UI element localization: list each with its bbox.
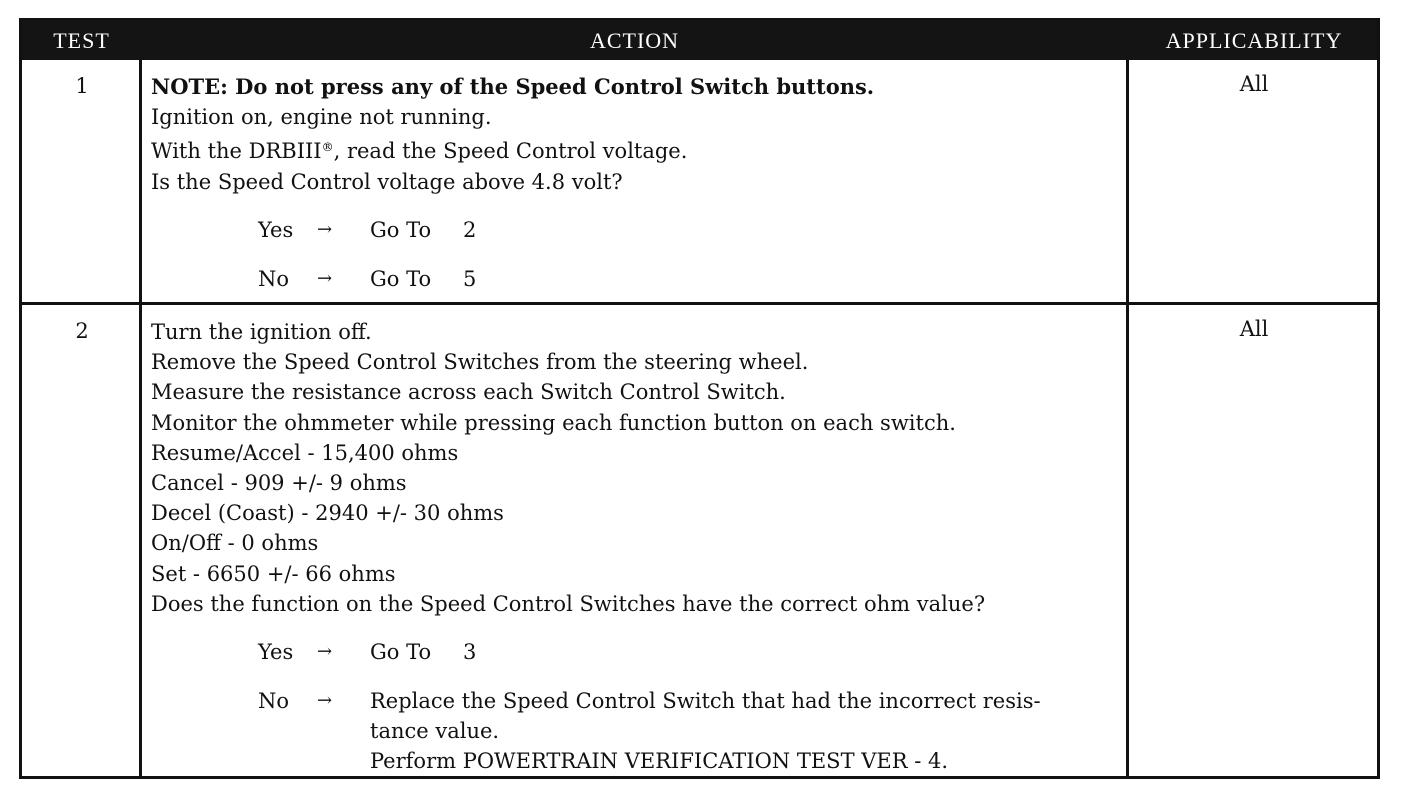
- action-line: Does the function on the Speed Control Switches have the correct ohm value?: [151, 591, 986, 616]
- action-line: Decel (Coast) - 2940 +/- 30 ohms: [151, 501, 504, 526]
- test-number: 2: [75, 319, 89, 343]
- action-line: Measure the resistance across each Switch Control Switch.: [151, 380, 786, 405]
- applicability-value: All: [1239, 317, 1269, 341]
- instruction-line: tance value.: [370, 719, 500, 744]
- goto-text: Go To: [370, 266, 432, 291]
- action-line: Remove the Speed Control Switches from the steering wheel.: [151, 350, 809, 375]
- action-line: Resume/Accel - 15,400 ohms: [151, 440, 459, 465]
- applicability-value: All: [1239, 72, 1269, 96]
- goto-text: Go To: [370, 217, 432, 242]
- branch-label: No: [258, 266, 290, 291]
- action-line: Is the Speed Control voltage above 4.8 volt?: [151, 169, 623, 194]
- arrow-right-icon: →: [317, 641, 333, 663]
- registered-mark: ®: [321, 140, 334, 155]
- branch-yes: [151, 637, 1116, 667]
- action-line: Turn the ignition off.: [151, 320, 372, 344]
- table-header: [22, 21, 1377, 60]
- action-line: [151, 132, 1116, 166]
- action-line: Set - 6650 +/- 66 ohms: [151, 561, 396, 586]
- table-row-test-1: [22, 60, 1377, 300]
- instruction-line: Replace the Speed Control Switch that had the incorrect resis-: [370, 689, 1041, 714]
- branch-yes: [151, 215, 1116, 245]
- action-cell: [151, 72, 1116, 294]
- note-line: NOTE: Do not press any of the Speed Control Switch buttons.: [151, 74, 875, 99]
- instruction-line: Perform POWERTRAIN VERIFICATION TEST VER - 4.: [370, 749, 949, 774]
- table-row-test-2: [22, 302, 1377, 782]
- goto-number: 2: [463, 217, 477, 242]
- branch-instruction: [370, 686, 1120, 777]
- header-applicability: APPLICABILITY: [1165, 28, 1343, 53]
- goto-number: 5: [463, 266, 477, 291]
- branch-label: Yes: [258, 217, 294, 242]
- arrow-right-icon: →: [317, 690, 333, 712]
- action-cell: [151, 317, 1116, 774]
- branch-no: [151, 264, 1116, 294]
- goto-number: 3: [463, 640, 477, 665]
- branch-label: No: [258, 689, 290, 714]
- header-test: TEST: [53, 28, 110, 53]
- branch-label: Yes: [258, 640, 294, 665]
- action-line: On/Off - 0 ohms: [151, 531, 319, 556]
- header-action: ACTION: [589, 28, 680, 53]
- arrow-right-icon: →: [317, 267, 333, 289]
- action-line-part: , read the Speed Control voltage.: [333, 139, 688, 164]
- goto-text: Go To: [370, 640, 432, 665]
- action-line: Cancel - 909 +/- 9 ohms: [151, 471, 407, 496]
- action-line: Monitor the ohmmeter while pressing each function button on each switch.: [151, 410, 956, 435]
- test-number: 1: [75, 74, 89, 98]
- branch-no: [151, 686, 1116, 774]
- arrow-right-icon: →: [317, 218, 333, 240]
- action-line-part: With the DRBIII: [151, 139, 322, 164]
- action-line: Ignition on, engine not running.: [151, 105, 492, 130]
- diagnostic-table: [19, 18, 1380, 779]
